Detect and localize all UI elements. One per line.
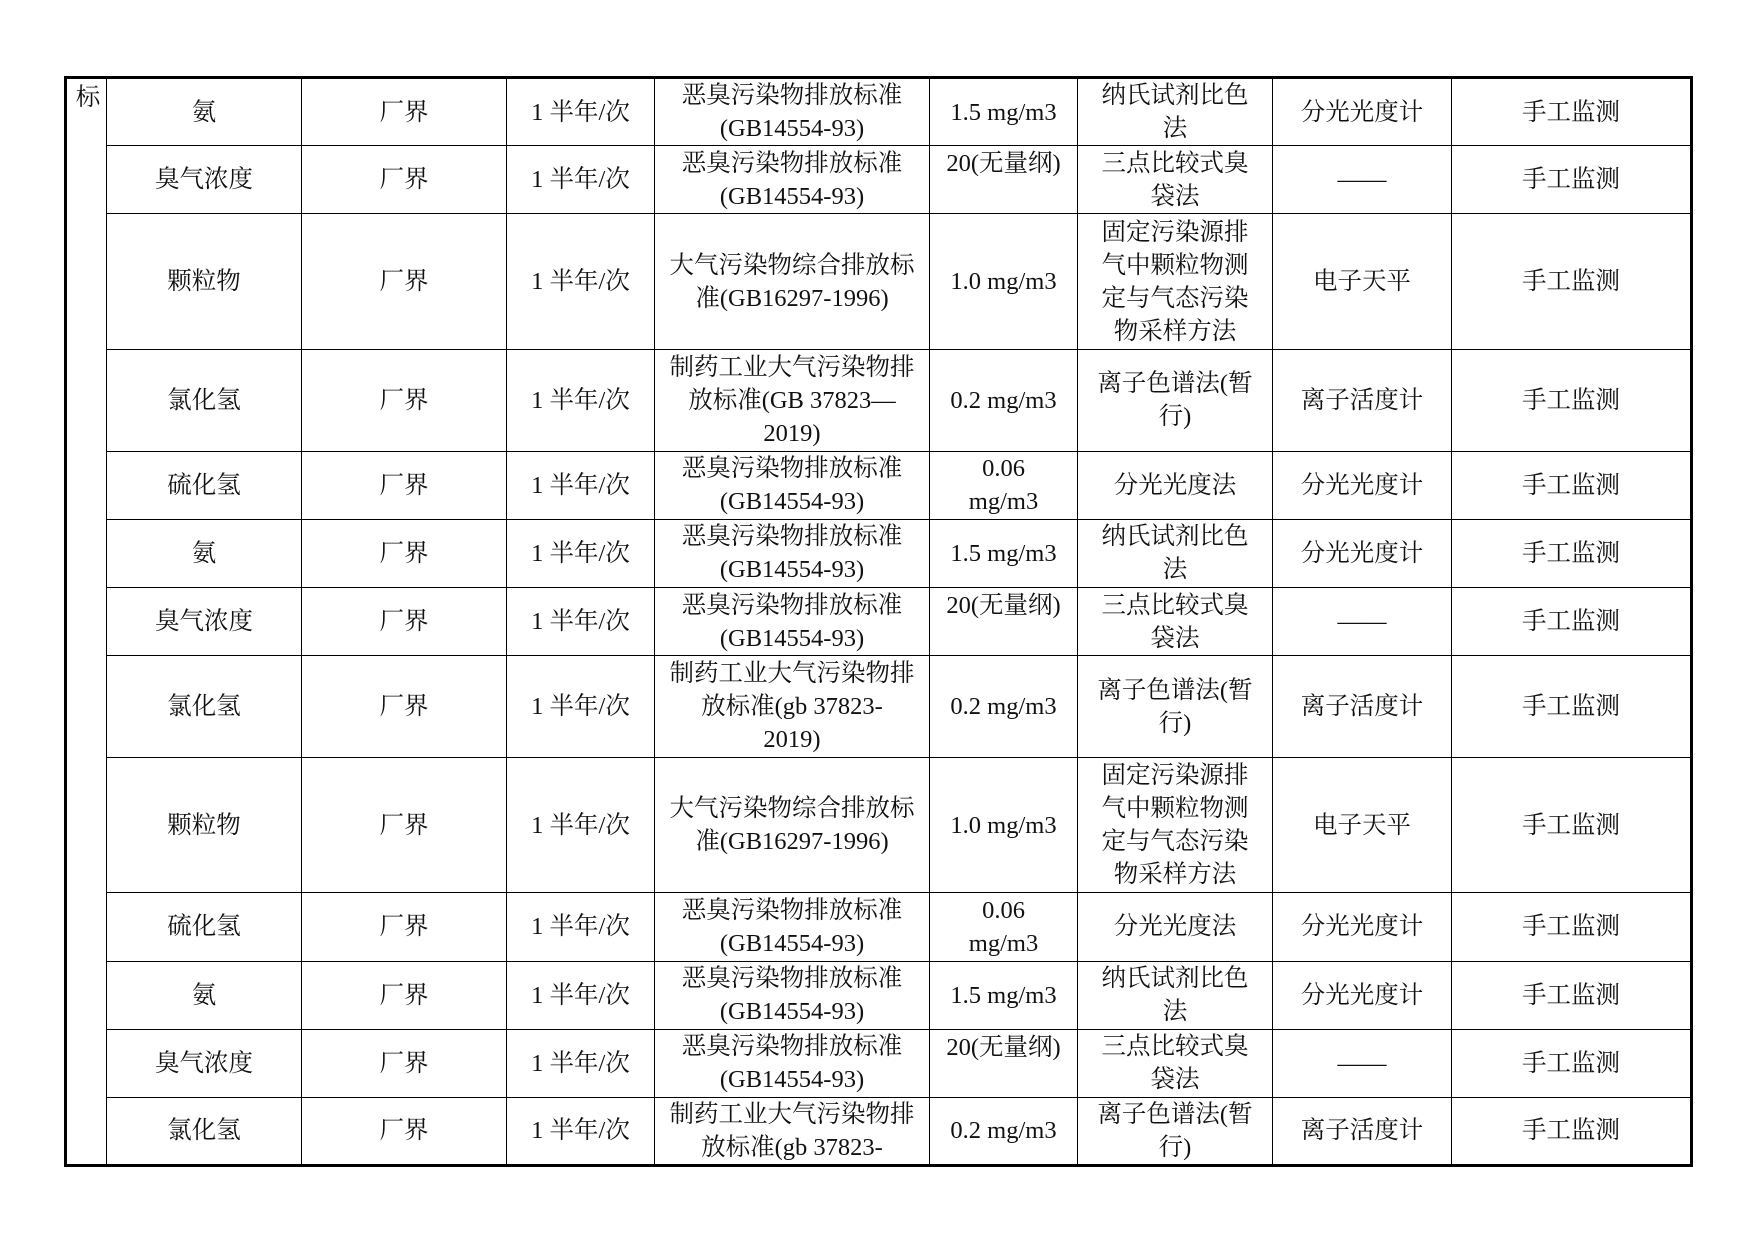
cell-method bbox=[1078, 1097, 1273, 1165]
cell-instrument bbox=[1273, 656, 1452, 758]
cell-standard-text: 2019) bbox=[763, 726, 821, 754]
cell-location bbox=[302, 1097, 507, 1165]
cell-pollutant-text: 氯化氢 bbox=[167, 693, 241, 721]
cell-method-text: 物采样方法 bbox=[1113, 317, 1237, 345]
cell-mode-text: 手工监测 bbox=[1522, 98, 1620, 126]
table-row bbox=[66, 893, 1692, 961]
cell-mode bbox=[1452, 961, 1692, 1029]
cell-pollutant bbox=[107, 587, 302, 655]
cell-mode bbox=[1452, 587, 1692, 655]
cell-location bbox=[302, 757, 507, 892]
cell-mode-text: 手工监测 bbox=[1522, 1049, 1620, 1077]
cell-method-text: 固定污染源排 bbox=[1101, 762, 1249, 790]
cell-method-text: 法 bbox=[1162, 998, 1188, 1026]
cell-limit-text: 1.0 mg/m3 bbox=[950, 268, 1057, 296]
cell-frequency-text: 1 半年/次 bbox=[531, 98, 630, 126]
cell-standard-text: (GB14554-93) bbox=[719, 1066, 865, 1094]
cell-standard bbox=[655, 1097, 930, 1165]
cell-standard bbox=[655, 146, 930, 214]
cell-method bbox=[1078, 656, 1273, 758]
cell-pollutant-text: 颗粒物 bbox=[167, 268, 241, 296]
cell-pollutant bbox=[107, 146, 302, 214]
cell-method-text: 袋法 bbox=[1150, 1066, 1200, 1094]
cell-method bbox=[1078, 757, 1273, 892]
cell-method bbox=[1078, 349, 1273, 451]
cell-instrument-text: 分光光度计 bbox=[1300, 471, 1424, 499]
cell-mode-text: 手工监测 bbox=[1522, 693, 1620, 721]
cell-standard bbox=[655, 1029, 930, 1097]
cell-mode-text: 手工监测 bbox=[1522, 608, 1620, 636]
cell-standard-text: (GB14554-93) bbox=[719, 624, 865, 652]
cell-method bbox=[1078, 451, 1273, 519]
table-row bbox=[66, 757, 1692, 892]
cell-limit bbox=[930, 893, 1078, 961]
table-row bbox=[66, 961, 1692, 1029]
cell-limit bbox=[930, 587, 1078, 655]
cell-instrument bbox=[1273, 214, 1452, 349]
cell-limit bbox=[930, 961, 1078, 1029]
cell-limit-text: 0.06 bbox=[982, 896, 1025, 924]
cell-method bbox=[1078, 214, 1273, 349]
cell-frequency-text: 1 半年/次 bbox=[531, 913, 630, 941]
cell-frequency-text: 1 半年/次 bbox=[531, 693, 630, 721]
cell-standard-text: 大气污染物综合排放标 bbox=[669, 795, 915, 823]
cell-instrument-text: 分光光度计 bbox=[1300, 913, 1424, 941]
cell-method-text: 袋法 bbox=[1150, 182, 1200, 210]
cell-pollutant-text: 氨 bbox=[191, 539, 217, 567]
cell-mode bbox=[1452, 519, 1692, 587]
cell-method-text: 分光光度法 bbox=[1113, 913, 1237, 941]
cell-mode bbox=[1452, 78, 1692, 146]
cell-location-text: 厂界 bbox=[379, 1117, 429, 1145]
cell-mode bbox=[1452, 1029, 1692, 1097]
cell-standard bbox=[655, 78, 930, 146]
cell-frequency bbox=[507, 587, 655, 655]
cell-instrument bbox=[1273, 349, 1452, 451]
cell-location bbox=[302, 451, 507, 519]
cell-limit-text: 20(无量纲) bbox=[946, 150, 1061, 178]
cell-standard-text: 恶臭污染物排放标准 bbox=[681, 149, 903, 177]
cell-method-text: 定与气态污染 bbox=[1101, 284, 1249, 312]
cell-instrument-text: 离子活度计 bbox=[1300, 386, 1424, 414]
cell-location bbox=[302, 893, 507, 961]
cell-instrument-text: 离子活度计 bbox=[1300, 1117, 1424, 1145]
cell-limit-text: 20(无量纲) bbox=[946, 1033, 1061, 1061]
cell-mode-text: 手工监测 bbox=[1522, 981, 1620, 1009]
cell-limit-text: 0.2 mg/m3 bbox=[950, 693, 1057, 721]
cell-pollutant-text: 硫化氢 bbox=[167, 471, 241, 499]
cell-standard bbox=[655, 961, 930, 1029]
cell-location bbox=[302, 961, 507, 1029]
table-row bbox=[66, 146, 1692, 214]
cell-frequency-text: 1 半年/次 bbox=[531, 268, 630, 296]
cell-standard-text: 恶臭污染物排放标准 bbox=[681, 523, 903, 551]
side-label: 标 bbox=[75, 84, 101, 111]
cell-standard-text: 放标准(GB 37823— bbox=[688, 386, 896, 414]
cell-location bbox=[302, 349, 507, 451]
cell-standard bbox=[655, 214, 930, 349]
cell-pollutant bbox=[107, 451, 302, 519]
table-row bbox=[66, 1029, 1692, 1097]
cell-standard-text: 恶臭污染物排放标准 bbox=[681, 455, 903, 483]
cell-standard-text: (GB14554-93) bbox=[719, 488, 865, 516]
cell-limit bbox=[930, 78, 1078, 146]
cell-method-text: 三点比较式臭 bbox=[1101, 149, 1249, 177]
table-row bbox=[66, 214, 1692, 349]
cell-frequency bbox=[507, 961, 655, 1029]
cell-pollutant-text: 臭气浓度 bbox=[155, 1049, 253, 1077]
cell-pollutant bbox=[107, 214, 302, 349]
cell-location-text: 厂界 bbox=[379, 166, 429, 194]
cell-pollutant-text: 氯化氢 bbox=[167, 386, 241, 414]
cell-limit-text: 20(无量纲) bbox=[946, 591, 1061, 619]
cell-location-text: 厂界 bbox=[379, 608, 429, 636]
cell-standard-text: (GB14554-93) bbox=[719, 929, 865, 957]
table-row bbox=[66, 78, 1692, 146]
cell-instrument bbox=[1273, 757, 1452, 892]
cell-method-text: 行) bbox=[1158, 709, 1192, 737]
cell-pollutant bbox=[107, 1029, 302, 1097]
cell-pollutant bbox=[107, 1097, 302, 1165]
cell-location-text: 厂界 bbox=[379, 913, 429, 941]
cell-method-text: 纳氏试剂比色 bbox=[1101, 523, 1249, 551]
cell-method-text: 气中颗粒物测 bbox=[1101, 251, 1249, 279]
cell-limit bbox=[930, 146, 1078, 214]
cell-frequency bbox=[507, 451, 655, 519]
cell-instrument-text: 分光光度计 bbox=[1300, 98, 1424, 126]
table-row bbox=[66, 1097, 1692, 1165]
cell-frequency bbox=[507, 1029, 655, 1097]
cell-limit-text: 0.2 mg/m3 bbox=[950, 1117, 1057, 1145]
cell-location bbox=[302, 587, 507, 655]
cell-standard-text: 制药工业大气污染物排 bbox=[669, 1100, 915, 1128]
cell-instrument-text: 电子天平 bbox=[1313, 268, 1411, 296]
cell-location-text: 厂界 bbox=[379, 268, 429, 296]
cell-mode-text: 手工监测 bbox=[1522, 166, 1620, 194]
cell-frequency-text: 1 半年/次 bbox=[531, 1049, 630, 1077]
cell-pollutant bbox=[107, 519, 302, 587]
cell-frequency-text: 1 半年/次 bbox=[531, 166, 630, 194]
cell-method bbox=[1078, 146, 1273, 214]
cell-pollutant-text: 氨 bbox=[191, 98, 217, 126]
cell-instrument bbox=[1273, 519, 1452, 587]
cell-method bbox=[1078, 1029, 1273, 1097]
cell-method-text: 离子色谱法(暂 bbox=[1097, 1100, 1253, 1128]
cell-method-text: 物采样方法 bbox=[1113, 861, 1237, 889]
cell-pollutant bbox=[107, 893, 302, 961]
cell-standard-text: 恶臭污染物排放标准 bbox=[681, 1033, 903, 1061]
cell-mode-text: 手工监测 bbox=[1522, 1117, 1620, 1145]
monitoring-table-body bbox=[66, 78, 1692, 1166]
cell-standard-text: (GB14554-93) bbox=[719, 998, 865, 1026]
cell-frequency bbox=[507, 1097, 655, 1165]
cell-standard bbox=[655, 349, 930, 451]
cell-location-text: 厂界 bbox=[379, 981, 429, 1009]
cell-instrument bbox=[1273, 587, 1452, 655]
cell-instrument-text: 电子天平 bbox=[1313, 811, 1411, 839]
cell-location bbox=[302, 1029, 507, 1097]
cell-frequency bbox=[507, 757, 655, 892]
cell-standard-text: 2019) bbox=[763, 419, 821, 447]
table-row bbox=[66, 587, 1692, 655]
cell-method-text: 袋法 bbox=[1150, 624, 1200, 652]
monitoring-table bbox=[64, 76, 1693, 1167]
cell-instrument bbox=[1273, 1029, 1452, 1097]
cell-location-text: 厂界 bbox=[379, 1049, 429, 1077]
cell-instrument bbox=[1273, 1097, 1452, 1165]
cell-standard bbox=[655, 519, 930, 587]
cell-limit bbox=[930, 1097, 1078, 1165]
cell-standard bbox=[655, 893, 930, 961]
cell-method-text: 三点比较式臭 bbox=[1101, 591, 1249, 619]
cell-standard bbox=[655, 587, 930, 655]
cell-instrument-text: 分光光度计 bbox=[1300, 539, 1424, 567]
cell-instrument bbox=[1273, 451, 1452, 519]
cell-instrument bbox=[1273, 961, 1452, 1029]
cell-location bbox=[302, 78, 507, 146]
cell-limit bbox=[930, 757, 1078, 892]
cell-frequency-text: 1 半年/次 bbox=[531, 386, 630, 414]
cell-standard-text: 恶臭污染物排放标准 bbox=[681, 591, 903, 619]
cell-standard bbox=[655, 757, 930, 892]
cell-instrument-text: 离子活度计 bbox=[1300, 693, 1424, 721]
cell-frequency-text: 1 半年/次 bbox=[531, 811, 630, 839]
table-row bbox=[66, 451, 1692, 519]
cell-method-text: 定与气态污染 bbox=[1101, 828, 1249, 856]
cell-frequency-text: 1 半年/次 bbox=[531, 471, 630, 499]
cell-frequency bbox=[507, 78, 655, 146]
cell-location-text: 厂界 bbox=[379, 98, 429, 126]
cell-limit bbox=[930, 519, 1078, 587]
cell-method-text: 固定污染源排 bbox=[1101, 218, 1249, 246]
cell-pollutant bbox=[107, 78, 302, 146]
cell-frequency bbox=[507, 519, 655, 587]
cell-frequency-text: 1 半年/次 bbox=[531, 1117, 630, 1145]
cell-limit-text: 1.5 mg/m3 bbox=[950, 981, 1057, 1009]
cell-standard-text: (GB14554-93) bbox=[719, 182, 865, 210]
cell-method-text: 三点比较式臭 bbox=[1101, 1033, 1249, 1061]
cell-standard-text: 恶臭污染物排放标准 bbox=[681, 82, 903, 110]
cell-standard-text: 制药工业大气污染物排 bbox=[669, 660, 915, 688]
cell-method-text: 行) bbox=[1158, 1133, 1192, 1161]
cell-standard-text: (GB14554-93) bbox=[719, 556, 865, 584]
cell-method-text: 纳氏试剂比色 bbox=[1101, 965, 1249, 993]
cell-pollutant-text: 氨 bbox=[191, 981, 217, 1009]
table-row bbox=[66, 656, 1692, 758]
cell-pollutant-text: 氯化氢 bbox=[167, 1117, 241, 1145]
cell-mode bbox=[1452, 451, 1692, 519]
cell-mode bbox=[1452, 757, 1692, 892]
cell-method bbox=[1078, 893, 1273, 961]
cell-frequency-text: 1 半年/次 bbox=[531, 981, 630, 1009]
cell-mode bbox=[1452, 214, 1692, 349]
cell-pollutant bbox=[107, 757, 302, 892]
cell-frequency bbox=[507, 214, 655, 349]
cell-method-text: 气中颗粒物测 bbox=[1101, 795, 1249, 823]
cell-limit-text: 0.06 bbox=[982, 455, 1025, 483]
cell-mode-text: 手工监测 bbox=[1522, 539, 1620, 567]
cell-limit-text: 1.5 mg/m3 bbox=[950, 98, 1057, 126]
cell-instrument-text: —— bbox=[1337, 166, 1387, 194]
cell-pollutant bbox=[107, 961, 302, 1029]
cell-method-text: 分光光度法 bbox=[1113, 471, 1237, 499]
cell-limit bbox=[930, 1029, 1078, 1097]
cell-instrument bbox=[1273, 78, 1452, 146]
cell-mode-text: 手工监测 bbox=[1522, 268, 1620, 296]
cell-standard bbox=[655, 656, 930, 758]
cell-instrument bbox=[1273, 146, 1452, 214]
cell-instrument-text: 分光光度计 bbox=[1300, 981, 1424, 1009]
cell-pollutant-text: 颗粒物 bbox=[167, 811, 241, 839]
cell-method bbox=[1078, 519, 1273, 587]
cell-location bbox=[302, 656, 507, 758]
cell-method bbox=[1078, 961, 1273, 1029]
cell-frequency bbox=[507, 349, 655, 451]
cell-standard-text: 准(GB16297-1996) bbox=[695, 828, 889, 856]
side-label-cell bbox=[66, 78, 107, 1166]
cell-mode bbox=[1452, 656, 1692, 758]
cell-mode bbox=[1452, 349, 1692, 451]
table-row bbox=[66, 349, 1692, 451]
cell-pollutant bbox=[107, 656, 302, 758]
cell-method-text: 离子色谱法(暂 bbox=[1097, 676, 1253, 704]
cell-location-text: 厂界 bbox=[379, 693, 429, 721]
cell-standard-text: (GB14554-93) bbox=[719, 115, 865, 143]
cell-mode-text: 手工监测 bbox=[1522, 386, 1620, 414]
cell-method bbox=[1078, 78, 1273, 146]
cell-method bbox=[1078, 587, 1273, 655]
cell-method-text: 纳氏试剂比色 bbox=[1101, 82, 1249, 110]
cell-pollutant-text: 臭气浓度 bbox=[155, 166, 253, 194]
cell-location-text: 厂界 bbox=[379, 539, 429, 567]
cell-frequency bbox=[507, 893, 655, 961]
cell-limit-text: 1.5 mg/m3 bbox=[950, 539, 1057, 567]
cell-location bbox=[302, 214, 507, 349]
cell-limit bbox=[930, 349, 1078, 451]
cell-standard-text: 制药工业大气污染物排 bbox=[669, 353, 915, 381]
cell-mode bbox=[1452, 146, 1692, 214]
cell-frequency-text: 1 半年/次 bbox=[531, 539, 630, 567]
cell-standard-text: 大气污染物综合排放标 bbox=[669, 251, 915, 279]
cell-standard-text: 准(GB16297-1996) bbox=[695, 284, 889, 312]
cell-standard-text: 恶臭污染物排放标准 bbox=[681, 965, 903, 993]
cell-instrument-text: —— bbox=[1337, 1049, 1387, 1077]
cell-method-text: 行) bbox=[1158, 403, 1192, 431]
cell-pollutant-text: 臭气浓度 bbox=[155, 608, 253, 636]
cell-standard bbox=[655, 451, 930, 519]
cell-standard-text: 恶臭污染物排放标准 bbox=[681, 896, 903, 924]
cell-limit-text: mg/m3 bbox=[968, 929, 1039, 957]
cell-location-text: 厂界 bbox=[379, 386, 429, 414]
cell-frequency bbox=[507, 656, 655, 758]
cell-mode-text: 手工监测 bbox=[1522, 811, 1620, 839]
cell-location bbox=[302, 146, 507, 214]
cell-limit-text: 1.0 mg/m3 bbox=[950, 811, 1057, 839]
cell-mode bbox=[1452, 893, 1692, 961]
cell-location-text: 厂界 bbox=[379, 471, 429, 499]
cell-mode bbox=[1452, 1097, 1692, 1165]
cell-instrument-text: —— bbox=[1337, 608, 1387, 636]
cell-location bbox=[302, 519, 507, 587]
cell-pollutant bbox=[107, 349, 302, 451]
cell-limit bbox=[930, 656, 1078, 758]
cell-method-text: 法 bbox=[1162, 556, 1188, 584]
cell-limit-text: 0.2 mg/m3 bbox=[950, 386, 1057, 414]
cell-mode-text: 手工监测 bbox=[1522, 471, 1620, 499]
cell-instrument bbox=[1273, 893, 1452, 961]
cell-pollutant-text: 硫化氢 bbox=[167, 913, 241, 941]
cell-limit bbox=[930, 451, 1078, 519]
cell-frequency-text: 1 半年/次 bbox=[531, 608, 630, 636]
cell-mode-text: 手工监测 bbox=[1522, 913, 1620, 941]
table-row bbox=[66, 519, 1692, 587]
cell-frequency bbox=[507, 146, 655, 214]
cell-limit bbox=[930, 214, 1078, 349]
cell-limit-text: mg/m3 bbox=[968, 488, 1039, 516]
cell-method-text: 离子色谱法(暂 bbox=[1097, 370, 1253, 398]
cell-standard-text: 放标准(gb 37823- bbox=[701, 693, 883, 721]
cell-standard-text: 放标准(gb 37823- bbox=[701, 1133, 883, 1161]
cell-method-text: 法 bbox=[1162, 115, 1188, 143]
cell-location-text: 厂界 bbox=[379, 811, 429, 839]
